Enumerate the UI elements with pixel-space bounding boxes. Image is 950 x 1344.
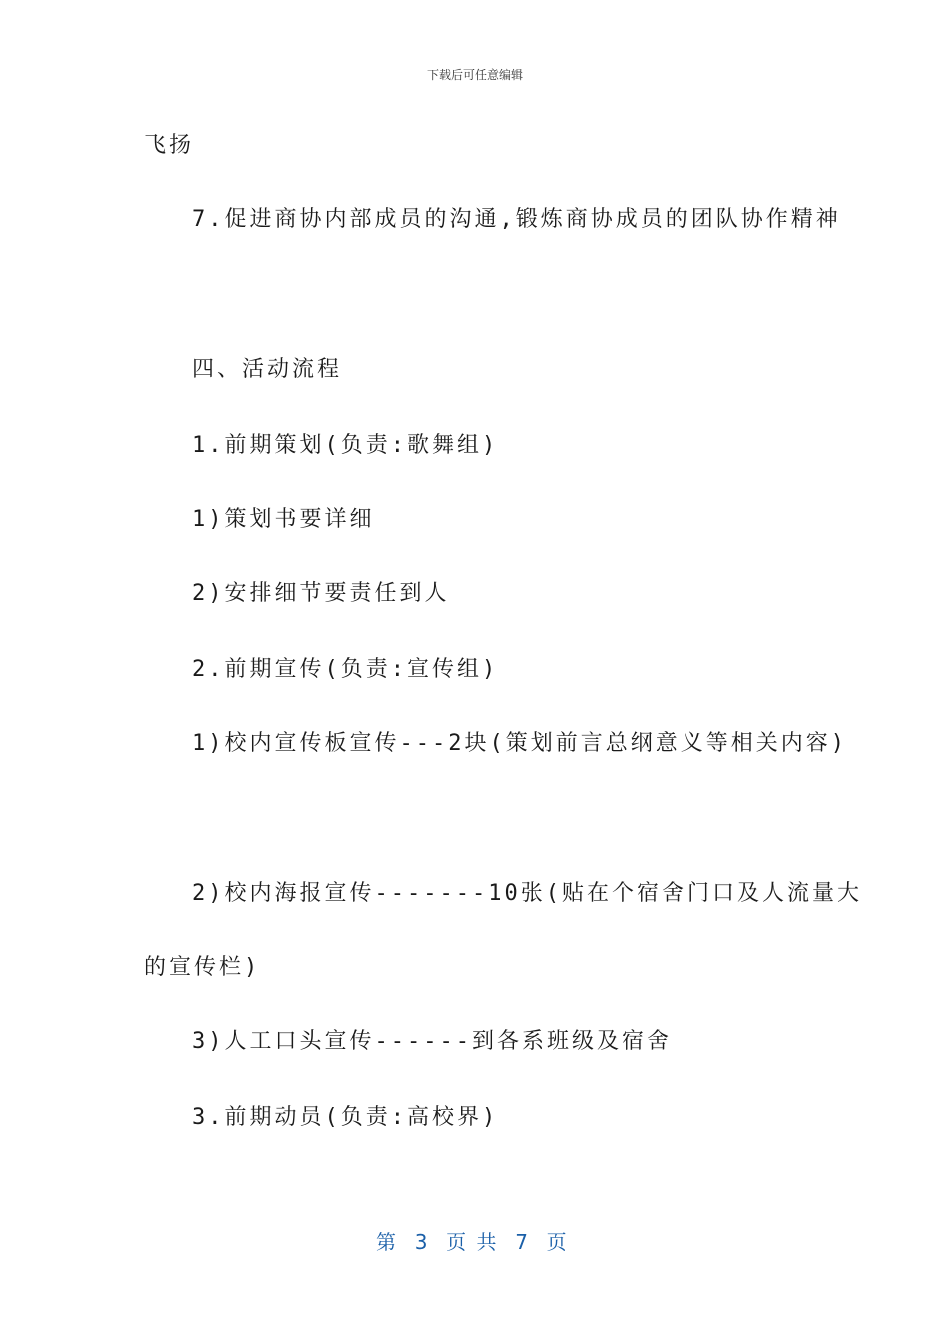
text-line: 3)人工口头宣传------到各系班级及宿舍 [192, 1029, 672, 1054]
text-line: 1)策划书要详细 [192, 507, 375, 532]
text-line: 1.前期策划(负责:歌舞组) [192, 433, 499, 458]
text-line: 7.促进商协内部成员的沟通,锻炼商协成员的团队协作精神 [192, 207, 841, 232]
section-heading: 四、活动流程 [192, 357, 343, 382]
text-line: 飞扬 [144, 133, 195, 158]
text-line: 2)校内海报宣传-------10张(贴在个宿舍门口及人流量大 [192, 881, 862, 906]
header-note: 下载后可任意编辑 [426, 68, 523, 82]
text-line: 1)校内宣传板宣传---2块(策划前言总纲意义等相关内容) [192, 731, 847, 756]
page-number: 第 3 页 共 7 页 [376, 1230, 569, 1254]
text-line: 的宣传栏) [144, 955, 261, 980]
text-line: 3.前期动员(负责:高校界) [192, 1105, 499, 1130]
text-line: 2.前期宣传(负责:宣传组) [192, 657, 499, 682]
text-line: 2)安排细节要责任到人 [192, 581, 450, 606]
